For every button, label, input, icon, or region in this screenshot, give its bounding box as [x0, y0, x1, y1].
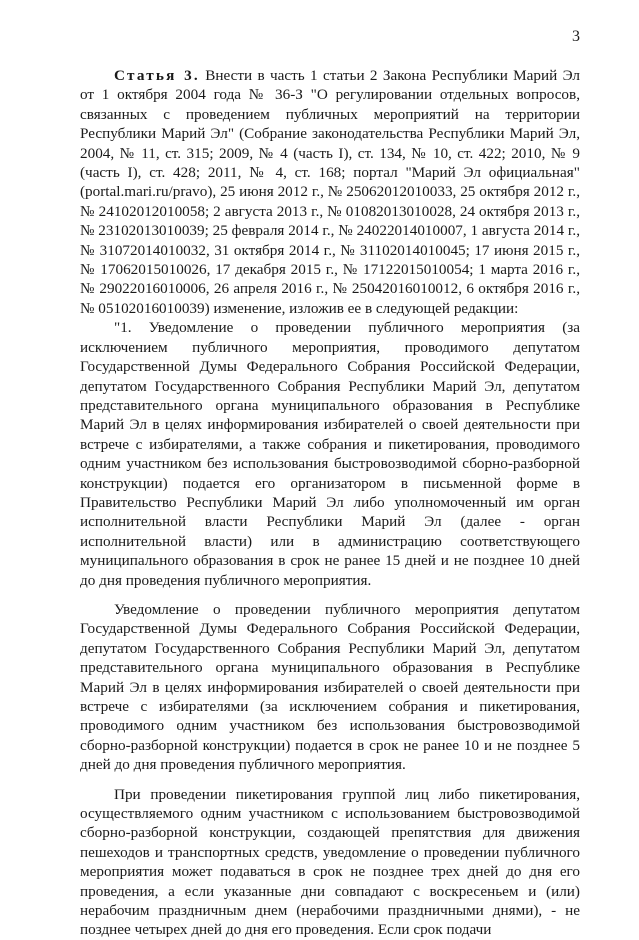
amendment-paragraph-1: "1. Уведомление о проведении публичного мероприятия (за исключением публичного мероприятия, проводимого депутатом Государственной Думы Федерального Собрания Российской Федерации, депутатом Государственного Собрания Республики Марий Эл, депутатом представительного органа муниципального образования в Республике Марий Эл в целях информирования избирателей о своей деятельности при встрече с избирателями, а также собрания и пикетирования, проводимого одним участником без использования быстровозводимой сборно-разборной конструкции) подается его организатором в письменной форме в Правительство Республики Марий Эл либо уполномоченный им орган исполнительной власти Республики Марий Эл (далее - орган исполнительной власти) или в администрацию соответствующего муниципального образования в срок не ранее 15 дней и не позднее 10 дней до дня проведения публичного мероприятия.: [80, 319, 580, 589]
article-intro-text: Внести в часть 1 статьи 2 Закона Республики Марий Эл от 1 октября 2004 года № 36-З "О регулировании отдельных вопросов, связанных с проведением публичных мероприятий на территории Республики Марий Эл" (Собрание законодательства Республики Марий Эл, 2004, № 11, ст. 315; 2009, № 4 (часть I), ст. 134, № 10, ст. 422; 2010, № 9 (часть I), ст. 428; 2011, № 4, ст. 168; портал "Марий Эл официальная" (portal.mari.ru/pravo), 25 июня 2012 г., № 25062012010033, 25 октября 2012 г., № 24102012010058; 2 августа 2013 г., № 01082013010028, 24 октября 2013 г., № 23102013010039; 25 февраля 2014 г., № 24022014010007, 1 августа 2014 г., № 31072014010032, 31 октября 2014 г., № 31102014010045; 17 июня 2015 г., № 17062015010026, 17 декабря 2015 г., № 17122015010054; 1 марта 2016 г., № 29022016010006, 26 апреля 2016 г., № 25042016010012, 6 октября 2016 г., № 05102016010039) изменение, изложив ее в следующей редакции:: [80, 67, 581, 317]
page-number: 3: [572, 28, 580, 45]
amendment-paragraph-2: Уведомление о проведении публичного мероприятия депутатом Государственной Думы Федерального Собрания Российской Федерации, депутатом Государственного Собрания Республики Марий Эл, депутатом представительного органа муниципального образования в Республике Марий Эл в целях информирования избирателей о своей деятельности при встрече с избирателями (за исключением собрания и пикетирования, проводимого одним участником без использования быстровозводимой сборно-разборной конструкции) подается в срок не ранее 10 и не позднее 5 дней до дня проведения публичного мероприятия.: [80, 600, 580, 774]
article-paragraph: [80, 66, 580, 318]
document-body: [80, 66, 580, 940]
article-heading: Статья 3.: [114, 67, 200, 84]
amendment-paragraph-3: При проведении пикетирования группой лиц либо пикетирования, осуществляемого одним участником с использованием быстровозводимой сборно-разборной конструкции, создающей препятствия для движения пешеходов и транспортных средств, уведомление о проведении публичного мероприятия может подаваться в срок не позднее трех дней до дня его проведения, а если указанные дни совпадают с воскресеньем и (или) нерабочим праздничным днем (нерабочими праздничными днями), - не позднее четырех дней до дня его проведения. Если срок подачи: [80, 785, 580, 939]
